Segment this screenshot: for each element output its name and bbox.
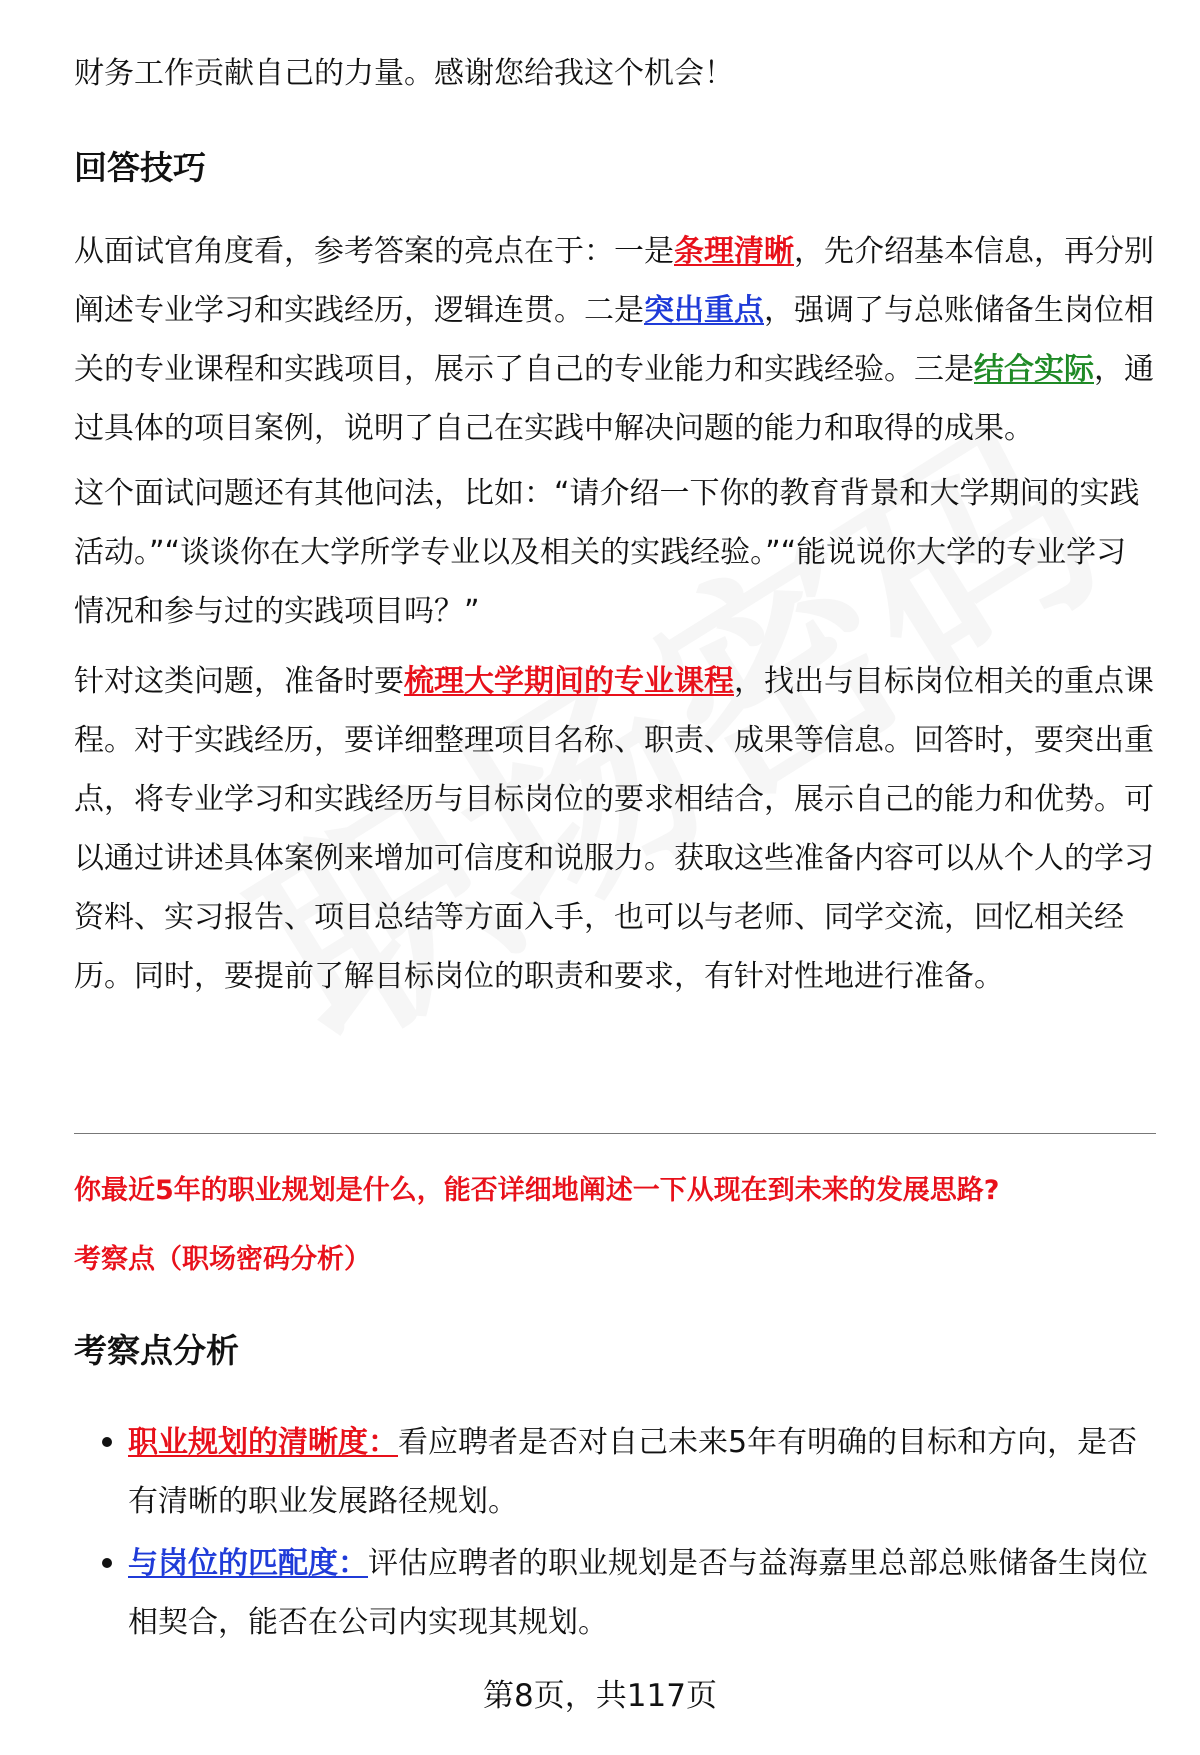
- list-item: [128, 1413, 1158, 1531]
- tips-text-c: ，强调了与总账储备生岗位相关的专业课程和实践项目，展示了自己的专业能力和实践经验。三是: [74, 293, 1154, 387]
- tips-text-d: ，通过具体的项目案例，说明了自己在实践中解决问题的能力和取得的成果。: [74, 352, 1154, 446]
- tips-text-b: ，先介绍基本信息，再分别阐述专业学习和实践经历，逻辑连贯。二是: [74, 234, 1154, 328]
- intro-tail: 财务工作贡献自己的力量。感谢您给我这个机会！: [74, 56, 734, 91]
- page-number: 第8页，共117页: [483, 1678, 717, 1714]
- highlight-key-points: 突出重点: [644, 293, 764, 328]
- interview-question: 你最近5年的职业规划是什么，能否详细地阐述一下从现在到未来的发展思路?: [74, 1175, 1000, 1206]
- bullet-label: 与岗位的匹配度：: [128, 1546, 368, 1581]
- list-item: [128, 1534, 1158, 1652]
- analysis-heading: 考察点分析: [74, 1331, 239, 1370]
- tips-heading: 回答技巧: [74, 148, 206, 187]
- bullet-text: 评估应聘者的职业规划是否与益海嘉里总部总账储备生岗位相契合，能否在公司内实现其规划。: [128, 1546, 1148, 1640]
- tips-text-a: 从面试官角度看，参考答案的亮点在于：一是: [74, 234, 674, 269]
- bullet-text: 看应聘者是否对自己未来5年有明确的目标和方向，是否有清晰的职业发展路径规划。: [128, 1425, 1138, 1519]
- section-divider: [74, 1133, 1156, 1134]
- highlight-courses: 梳理大学期间的专业课程: [404, 664, 734, 699]
- exam-point-title: 考察点（职场密码分析）: [74, 1244, 371, 1275]
- highlight-practical: 结合实际: [974, 352, 1094, 387]
- bullet-dot: [102, 1558, 112, 1568]
- prep-text-b: ，找出与目标岗位相关的重点课程。对于实践经历，要详细整理项目名称、职责、成果等信息。回答时，要突出重点，将专业学习和实践经历与目标岗位的要求相结合，展示自己的能力和优势。可以通过讲述具体案例来增加可信度和说服力。获取这些准备内容可以从个人的学习资料、实习报告、项目总结等方面入手，也可以与老师、同学交流，回忆相关经历。同时，要提前了解目标岗位的职责和要求，有针对性地进行准备。: [74, 664, 1154, 994]
- bullet-label: 职业规划的清晰度：: [128, 1425, 398, 1460]
- bullet-dot: [102, 1437, 112, 1447]
- prep-text-a: 针对这类问题，准备时要: [74, 664, 404, 699]
- highlight-organized: 条理清晰: [674, 234, 794, 269]
- other-asks-paragraph: 这个面试问题还有其他问法，比如：“请介绍一下你的教育背景和大学期间的实践活动。”“谈谈你在大学所学专业以及相关的实践经验。”“能说说你大学的专业学习情况和参与过的实践项目吗？”: [74, 476, 1140, 629]
- prep-paragraph: [74, 652, 1154, 1006]
- tips-paragraph: [74, 222, 1154, 458]
